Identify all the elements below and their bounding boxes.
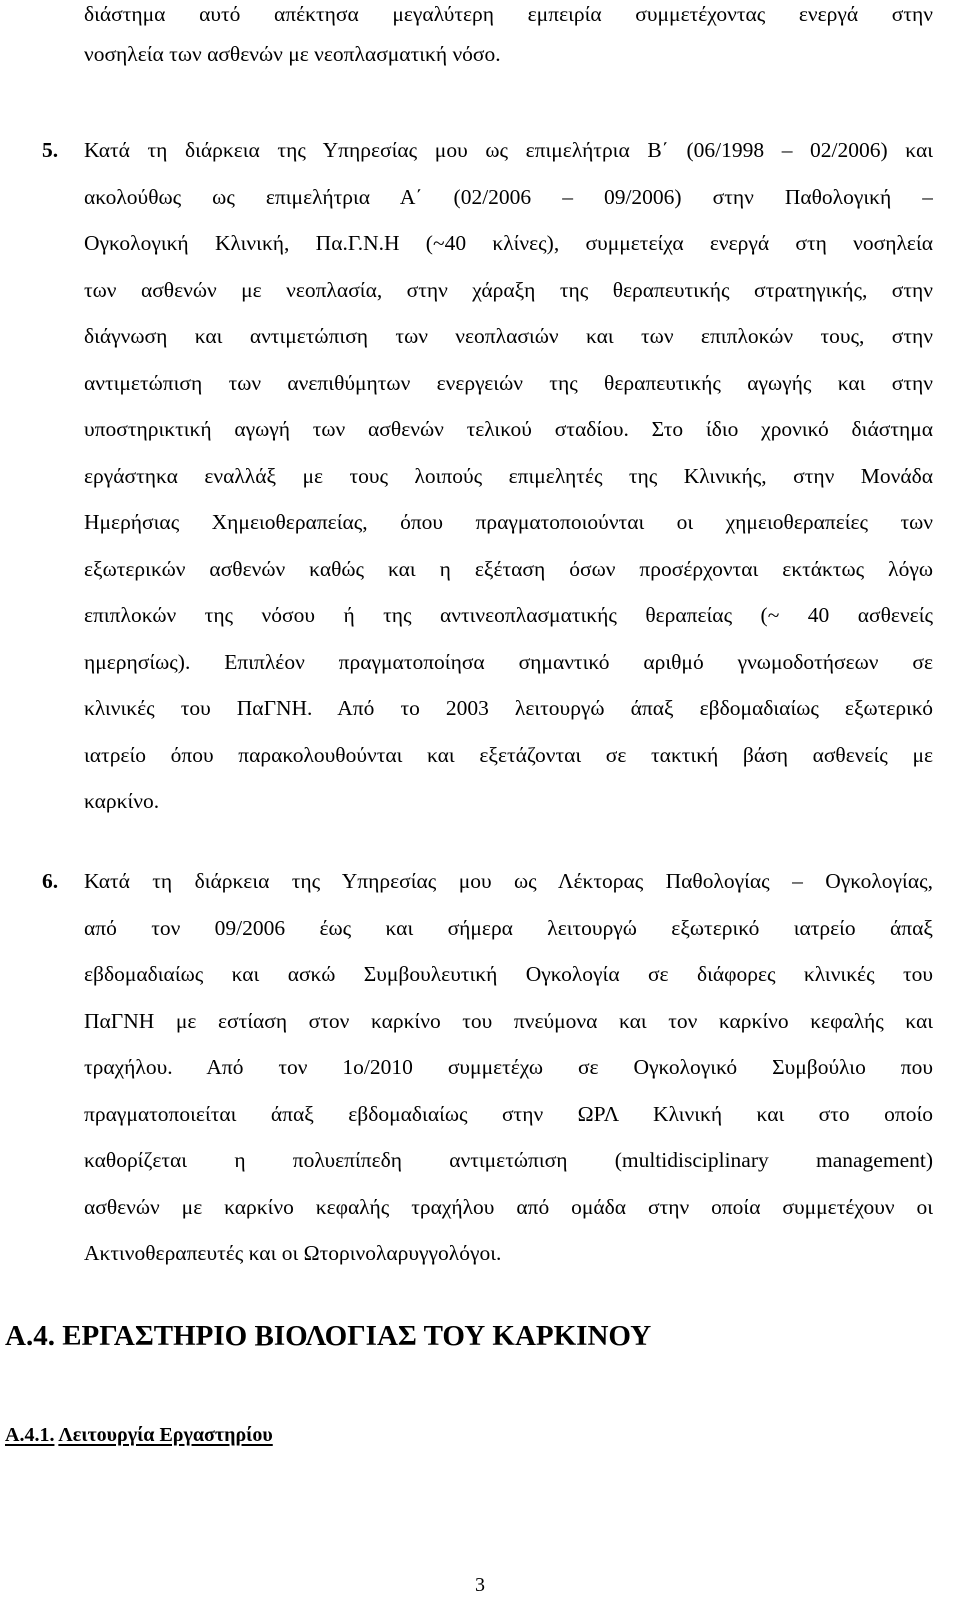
paragraph-line: Ακτινοθεραπευτές και οι Ωτορινολαρυγγολόγοι. <box>84 1241 502 1265</box>
paragraph-line: ασθενών με καρκίνο κεφαλής τραχήλου από ομάδα στην οποία συμμετέχουν οι <box>84 1195 933 1219</box>
list-number: 5. <box>42 138 59 162</box>
paragraph-line: κλινικές του ΠαΓΝΗ. Από το 2003 λειτουργώ άπαξ εβδομαδιαίως εξωτερικό <box>84 696 933 720</box>
paragraph-line: καρκίνο. <box>84 789 160 813</box>
subsection-heading <box>5 1420 273 1450</box>
subsection-title: Λειτουργία Εργαστηρίου <box>58 1424 273 1446</box>
paragraph-line: καθορίζεται η πολυεπίπεδη αντιμετώπιση (multidisciplinary management) <box>84 1148 933 1172</box>
paragraph-line: ΠαΓΝΗ με εστίαση στον καρκίνο του πνεύμονα και τον καρκίνο κεφαλής και <box>84 1009 933 1033</box>
page-number: 3 <box>475 1574 485 1596</box>
paragraph-line: αντιμετώπιση των ανεπιθύμητων ενεργειών της θεραπευτικής αγωγής και στην <box>84 371 933 395</box>
subsection-number: Α.4.1. <box>5 1424 55 1446</box>
paragraph-line: υποστηρικτική αγωγή των ασθενών τελικού σταδίου. Στο ίδιο χρονικό διάστημα <box>84 417 933 441</box>
paragraph-line: ακολούθως ως επιμελήτρια Α΄ (02/2006 – 09/2006) στην Παθολογική – <box>84 185 933 209</box>
paragraph-line: εργάστηκα εναλλάξ με τους λοιπούς επιμελητές της Κλινικής, στην Μονάδα <box>84 464 933 488</box>
paragraph-line: Ογκολογική Κλινική, Πα.Γ.Ν.Η (~40 κλίνες), συμμετείχα ενεργά στη νοσηλεία <box>84 231 933 255</box>
paragraph-line: επιπλοκών της νόσου ή της αντινεοπλασματικής θεραπείας (~ 40 ασθενείς <box>84 603 933 627</box>
section-heading: Α.4. ΕΡΓΑΣΤΗΡΙΟ ΒΙΟΛΟΓΙΑΣ ΤΟΥ ΚΑΡΚΙΝΟΥ <box>5 1320 652 1352</box>
paragraph-line: εξωτερικών ασθενών καθώς και η εξέταση όσων προσέρχονται εκτάκτως λόγω <box>84 557 933 581</box>
paragraph-line: τραχήλου. Από τον 1ο/2010 συμμετέχω σε Ογκολογικό Συμβούλιο που <box>84 1055 933 1079</box>
paragraph-line: Κατά τη διάρκεια της Υπηρεσίας μου ως Λέκτορας Παθολογίας – Ογκολογίας, <box>84 869 933 893</box>
paragraph-line: Ημερήσιας Χημειοθεραπείας, όπου πραγματοποιούνται οι χημειοθεραπείες των <box>84 510 933 534</box>
paragraph-line: από τον 09/2006 έως και σήμερα λειτουργώ εξωτερικό ιατρείο άπαξ <box>84 916 933 940</box>
paragraph-line: ημερησίως). Επιπλέον πραγματοποίησα σημαντικό αριθμό γνωμοδοτήσεων σε <box>84 650 933 674</box>
paragraph-line: διάγνωση και αντιμετώπιση των νεοπλασιών και των επιπλοκών τους, στην <box>84 324 933 348</box>
list-number: 6. <box>42 869 59 893</box>
paragraph-line: εβδομαδιαίως και ασκώ Συμβουλευτική Ογκολογία σε διάφορες κλινικές του <box>84 962 933 986</box>
paragraph-line: των ασθενών με νεοπλασία, στην χάραξη της θεραπευτικής στρατηγικής, στην <box>84 278 933 302</box>
paragraph-line: ιατρείο όπου παρακολουθούνται και εξετάζονται σε τακτική βάση ασθενείς με <box>84 743 933 767</box>
paragraph-line: πραγματοποιείται άπαξ εβδομαδιαίως στην ΩΡΛ Κλινική και στο οποίο <box>84 1102 933 1126</box>
paragraph-line: νοσηλεία των ασθενών με νεοπλασματική νόσο. <box>84 42 501 66</box>
paragraph-line: Κατά τη διάρκεια της Υπηρεσίας μου ως επιμελήτρια Β΄ (06/1998 – 02/2006) και <box>84 138 933 162</box>
paragraph-line: διάστημα αυτό απέκτησα μεγαλύτερη εμπειρία συμμετέχοντας ενεργά στην <box>84 2 933 26</box>
